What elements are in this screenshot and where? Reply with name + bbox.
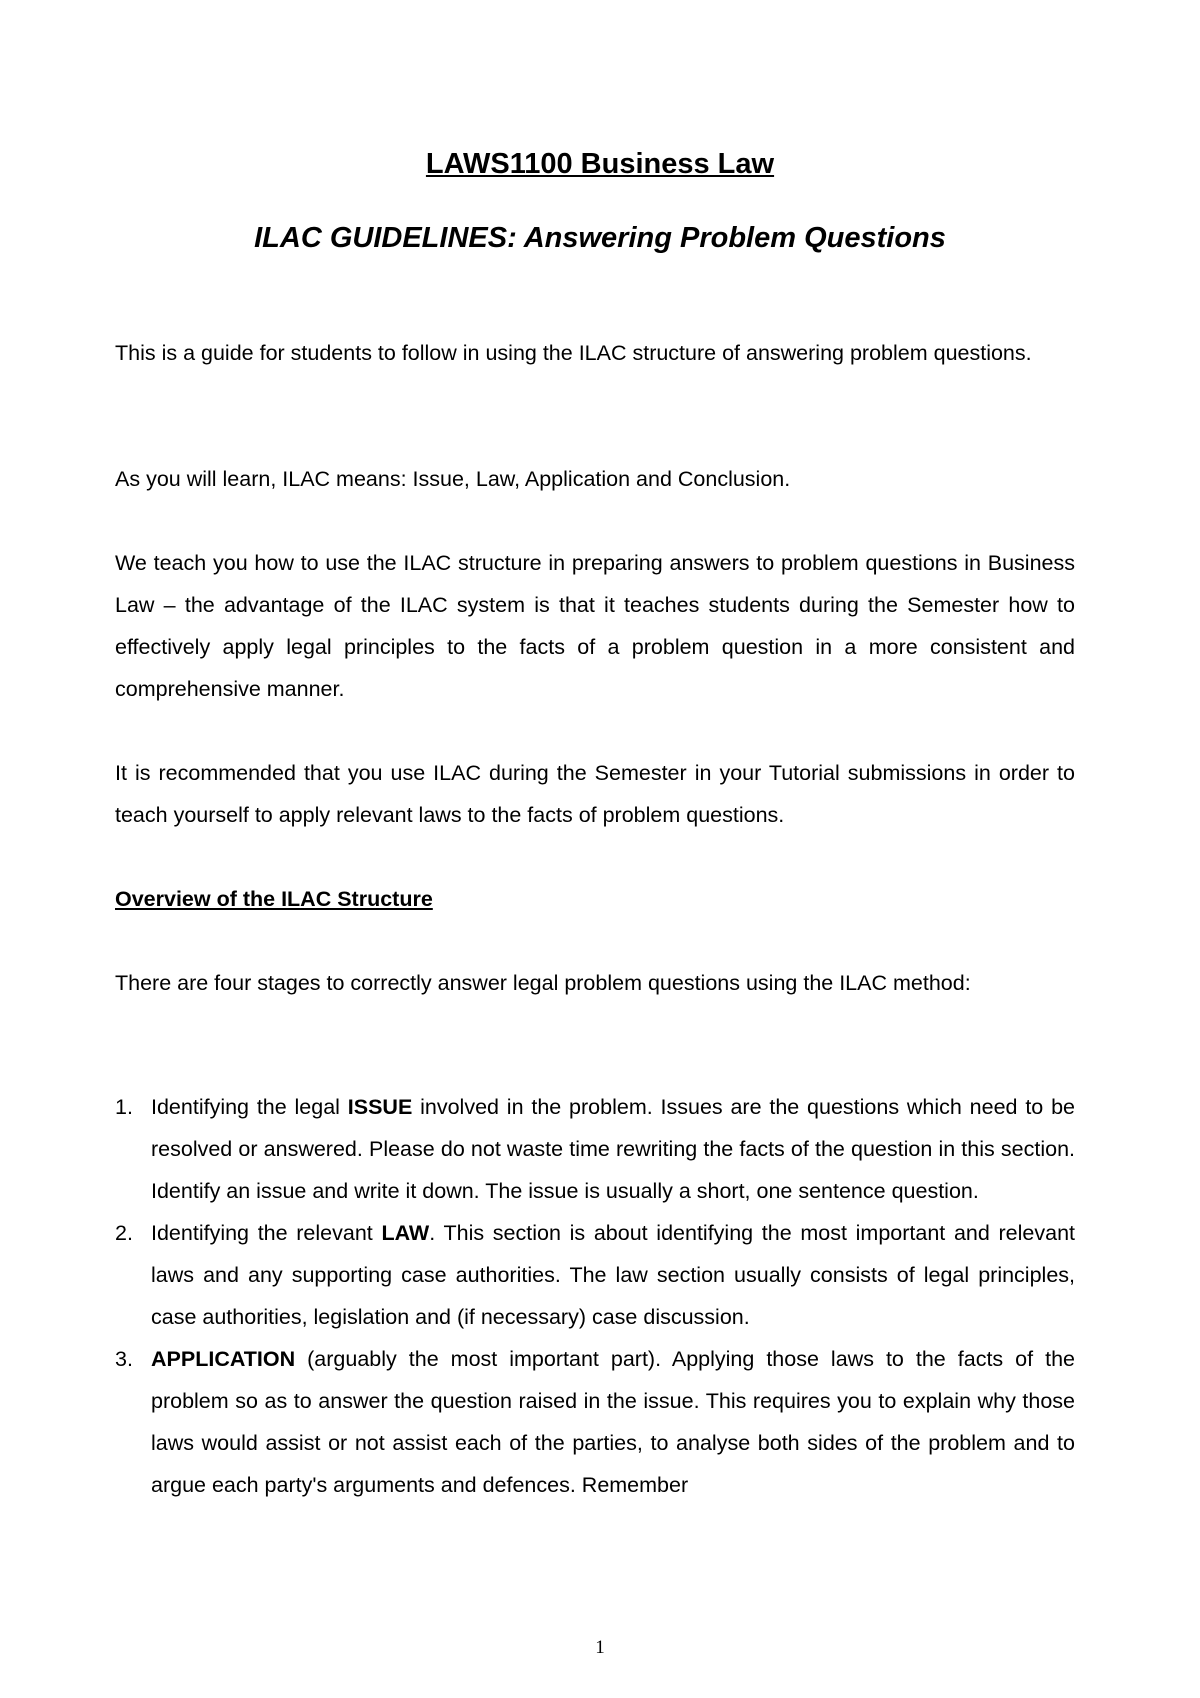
stage-list bbox=[115, 1086, 1075, 1506]
page-number: 1 bbox=[595, 1637, 605, 1658]
stage-item-application bbox=[115, 1338, 1075, 1506]
recommendation-paragraph: It is recommended that you use ILAC during the Semester in your Tutorial submissions in order to teach yourself to apply relevant laws to the facts of problem questions. bbox=[115, 761, 1075, 827]
stage-text-after: (arguably the most important part). Applying those laws to the facts of the problem so as to answer the question raised in the issue. This requires you to explain why those laws would assist or not assist each of the parties, to analyse both sides of the problem and to argue each party's arguments and defences. Remember bbox=[151, 1347, 1075, 1497]
intro-paragraph: This is a guide for students to follow in using the ILAC structure of answering problem questions. bbox=[115, 341, 1032, 365]
section-heading: Overview of the ILAC Structure bbox=[115, 887, 433, 911]
stage-keyword: LAW bbox=[381, 1221, 430, 1245]
stage-text-before: Identifying the relevant bbox=[151, 1221, 382, 1245]
stage-text-before: Identifying the legal bbox=[151, 1095, 348, 1119]
stage-keyword: ISSUE bbox=[347, 1095, 413, 1119]
stage-item-law bbox=[115, 1212, 1075, 1338]
document-subtitle: ILAC GUIDELINES: Answering Problem Questions bbox=[254, 222, 946, 254]
section-intro-paragraph: There are four stages to correctly answer legal problem questions using the ILAC method: bbox=[115, 971, 971, 995]
ilac-meaning-paragraph: As you will learn, ILAC means: Issue, Law, Application and Conclusion. bbox=[115, 467, 791, 491]
stage-number: 2. bbox=[115, 1221, 133, 1245]
stage-item-issue bbox=[115, 1086, 1075, 1212]
teaching-paragraph: We teach you how to use the ILAC structure in preparing answers to problem questions in Business Law – the advantage of the ILAC system is that it teaches students during the Semester how to effectively apply legal principles to the facts of a problem question in a more consistent and comprehensive manner. bbox=[115, 551, 1075, 701]
stage-keyword: APPLICATION bbox=[151, 1347, 296, 1371]
stage-number: 3. bbox=[115, 1347, 133, 1371]
stage-number: 1. bbox=[115, 1095, 133, 1119]
stage-text-after: . This section is about identifying the most important and relevant laws and any supporting case authorities. The law section usually consists of legal principles, case authorities, legislation and (if necessary) case discussion. bbox=[151, 1221, 1075, 1329]
stage-text-after: involved in the problem. Issues are the questions which need to be resolved or answered. Please do not waste time rewriting the facts of the question in this section. Identify an issue and write it down. The issue is usually a short, one sentence question. bbox=[151, 1095, 1075, 1203]
document-title: LAWS1100 Business Law bbox=[425, 148, 775, 180]
